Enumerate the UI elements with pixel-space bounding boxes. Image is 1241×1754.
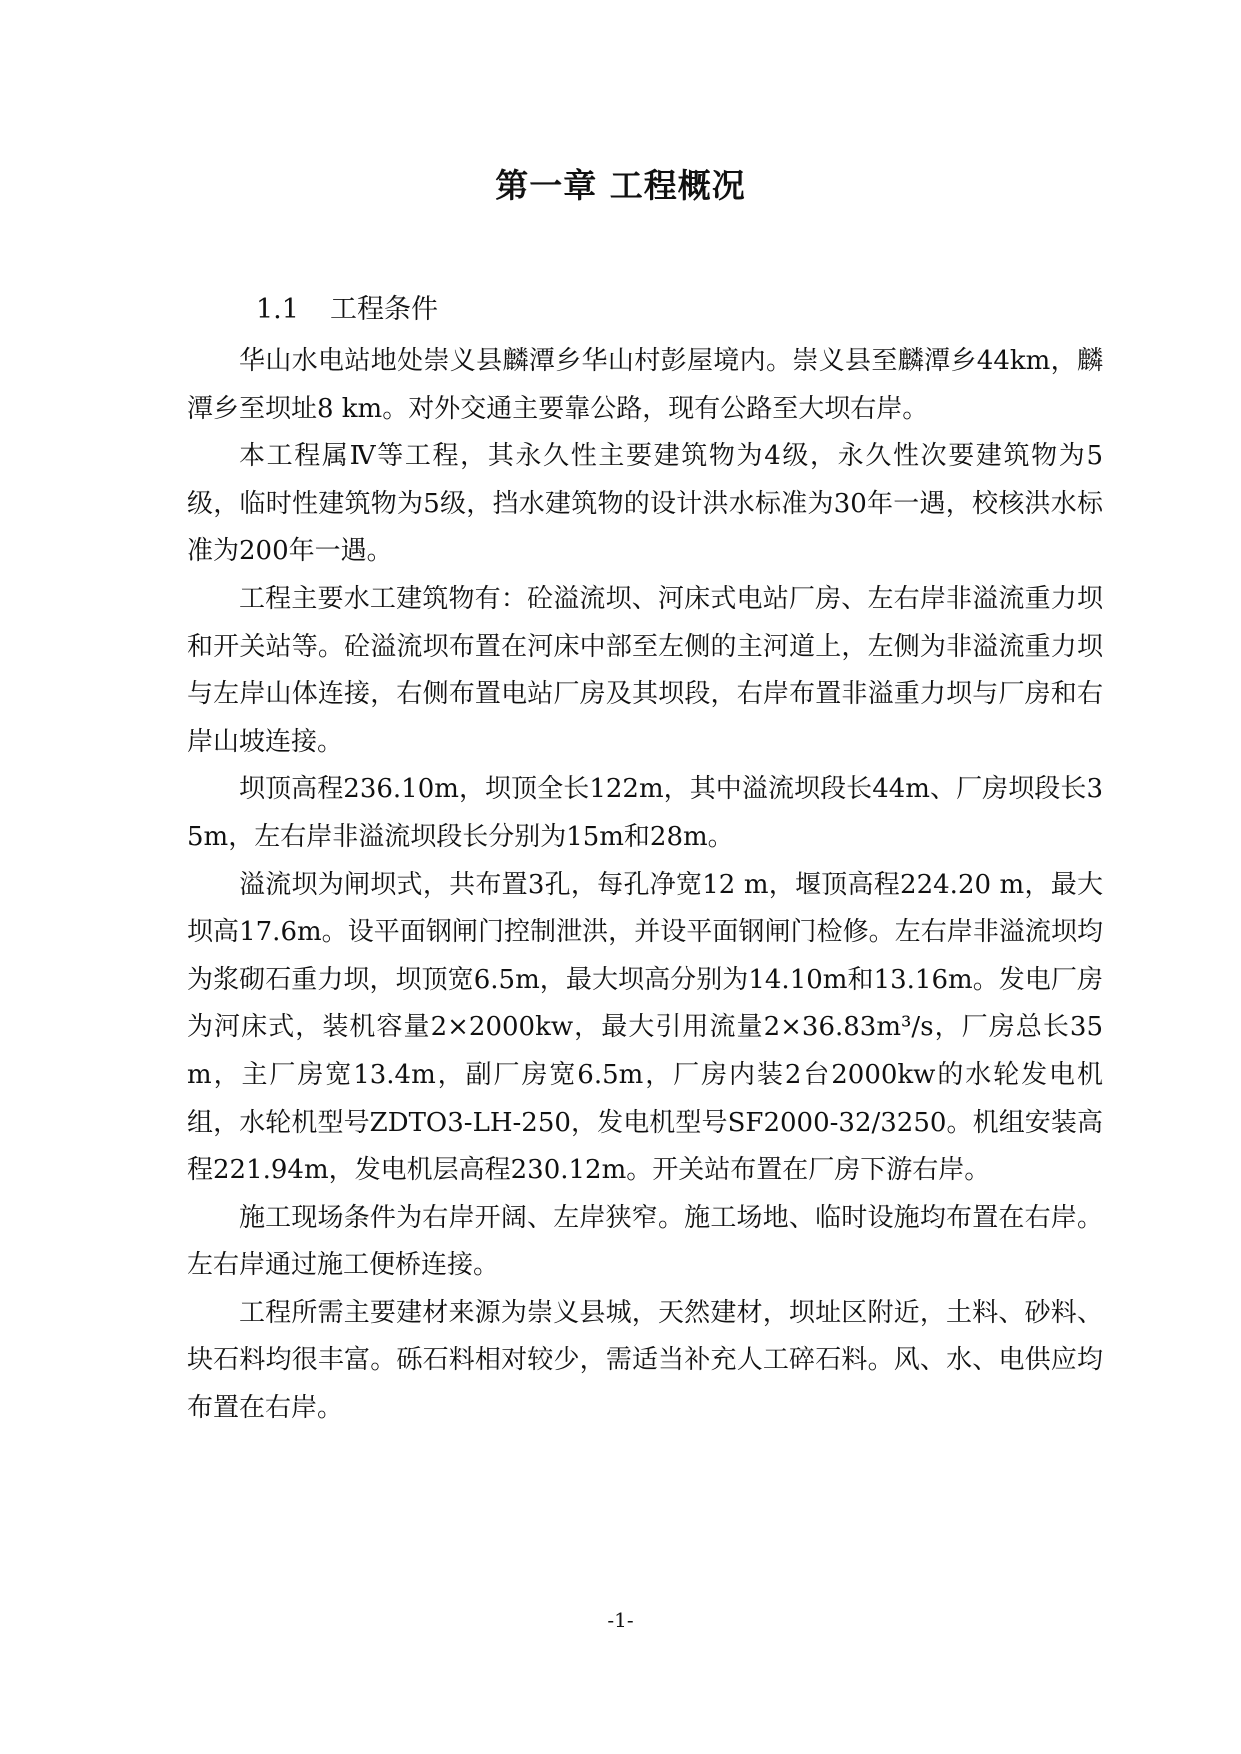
paragraph-location: 华山水电站地处崇义县麟潭乡华山村彭屋境内。崇义县至麟潭乡44km，麟潭乡至坝址8 km。对外交通主要靠公路，现有公路至大坝右岸。 (187, 346, 1103, 424)
page-number: -1- (607, 1608, 634, 1632)
section-number: 1.1 (256, 294, 299, 325)
section-title: 工程条件 (330, 294, 438, 325)
paragraph-spillway: 溢流坝为闸坝式，共布置3孔，每孔净宽12 m，堰顶高程224.20 m，最大坝高17.6m。设平面钢闸门控制泄洪，并设平面钢闸门检修。左右岸非溢流坝均为浆砌石重力坝，坝顶宽6.5m，最大坝高分别为14.10m和13.16m。发电厂房为河床式，装机容量2×2000kw，最大引用流量2×36.83m³/s，厂房总长35m，主厂房宽13.4m，副厂房宽6.5m，厂房内装2台2000kw的水轮发电机组，水轮机型号ZDTO3-LH-250，发电机型号SF2000-32/3250。机组安装高程221.94m，发电机层高程230.12m。开关站布置在厂房下游右岸。 (187, 869, 1103, 1186)
paragraph-site-conditions: 施工现场条件为右岸开阔、左岸狭窄。施工场地、临时设施均布置在右岸。左右岸通过施工便桥连接。 (187, 1202, 1103, 1281)
chapter-title: 第一章 工程概况 (495, 166, 746, 205)
paragraph-materials: 工程所需主要建材来源为崇义县城，天然建材，坝址区附近，土料、砂料、块石料均很丰富。砾石料相对较少，需适当补充人工碎石料。风、水、电供应均布置在右岸。 (187, 1297, 1103, 1424)
body-text (187, 338, 1103, 1433)
paragraph-dam-crest: 坝顶高程236.10m，坝顶全长122m，其中溢流坝段长44m、厂房坝段长35m，左右岸非溢流坝段长分别为15m和28m。 (187, 774, 1103, 852)
paragraph-grade: 本工程属Ⅳ等工程，其永久性主要建筑物为4级，永久性次要建筑物为5级，临时性建筑物为5级，挡水建筑物的设计洪水标准为30年一遇，校核洪水标准为200年一遇。 (187, 441, 1103, 567)
section-heading (256, 287, 438, 326)
paragraph-structures: 工程主要水工建筑物有：砼溢流坝、河床式电站厂房、左右岸非溢流重力坝和开关站等。砼溢流坝布置在河床中部至左侧的主河道上，左侧为非溢流重力坝与左岸山体连接，右侧布置电站厂房及其坝段，右岸布置非溢重力坝与厂房和右岸山坡连接。 (187, 583, 1103, 757)
